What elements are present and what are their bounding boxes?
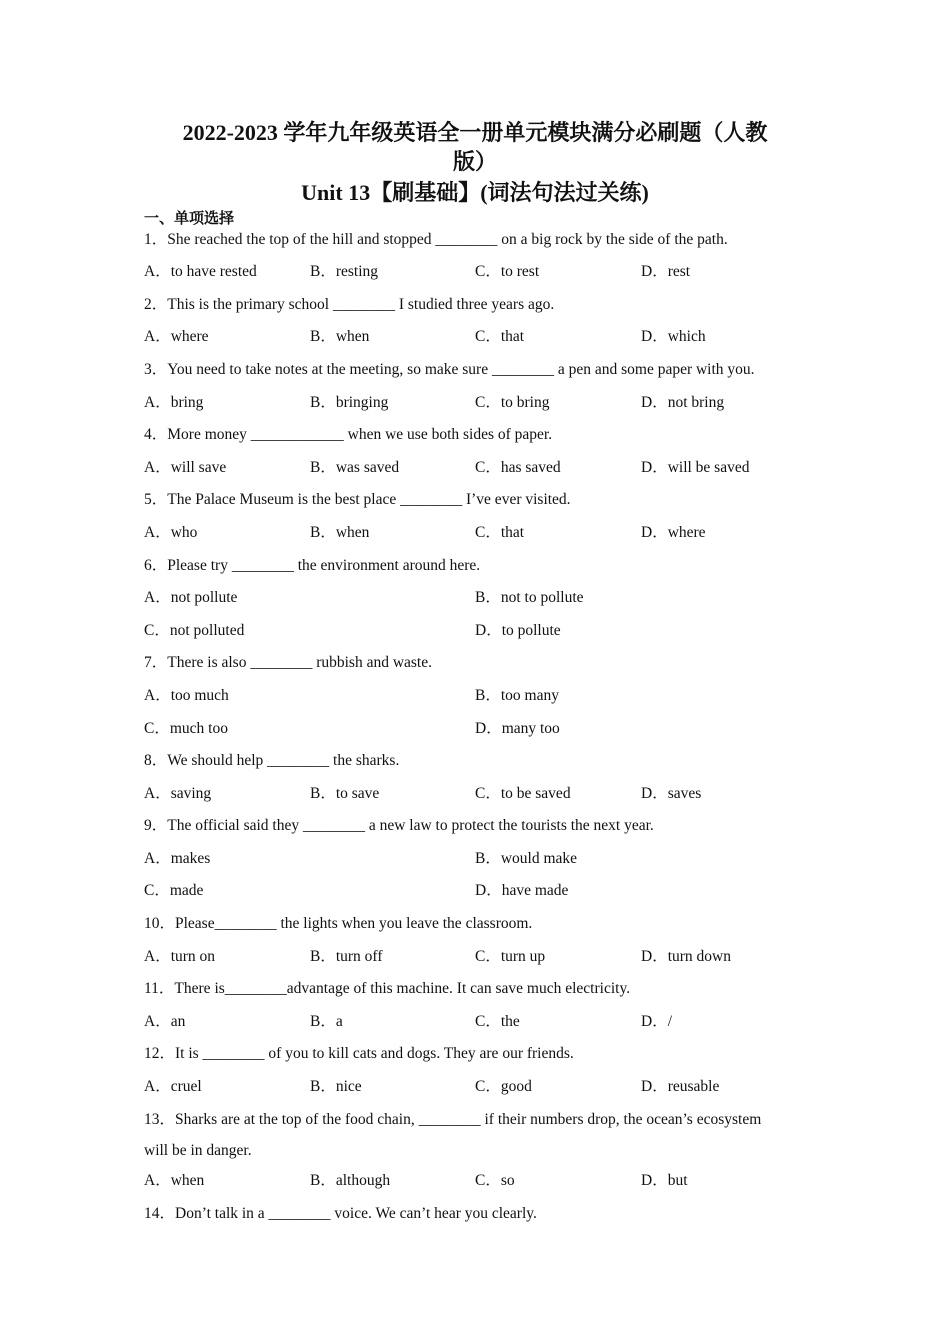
question-1: 1．She reached the top of the hill and stopped ________ on a big rock by the side of the path. — [144, 231, 728, 248]
section-heading: 一、单项选择 — [144, 211, 235, 227]
options-8 — [144, 784, 814, 804]
option-b: B．when — [310, 524, 370, 541]
option-a: A．makes — [144, 850, 211, 867]
option-c: C．made — [144, 882, 204, 899]
options-12 — [144, 1077, 814, 1097]
option-c: C．good — [475, 1078, 532, 1095]
option-b: B．bringing — [310, 394, 389, 411]
question-12: 12．It is ________ of you to kill cats and dogs. They are our friends. — [144, 1045, 574, 1062]
options-7-row-1 — [144, 686, 814, 706]
option-d: D．will be saved — [641, 459, 750, 476]
option-a: A．bring — [144, 394, 204, 411]
question-3: 3．You need to take notes at the meeting, so make sure ________ a pen and some paper with you. — [144, 361, 755, 378]
question-10: 10．Please________ the lights when you leave the classroom. — [144, 915, 533, 932]
options-9-row-2 — [144, 881, 814, 901]
option-c: C．to be saved — [475, 785, 571, 802]
option-b: B．a — [310, 1013, 343, 1030]
question-13: 13．Sharks are at the top of the food chain, ________ if their numbers drop, the ocean’s ecosystem — [144, 1111, 762, 1128]
option-d: D．saves — [641, 785, 702, 802]
option-a: A．who — [144, 524, 198, 541]
option-d: D．many too — [475, 720, 560, 737]
option-d: D．/ — [641, 1013, 673, 1030]
question-9: 9．The official said they ________ a new law to protect the tourists the next year. — [144, 817, 654, 834]
options-1 — [144, 262, 814, 282]
option-a: A．an — [144, 1013, 186, 1030]
option-d: D．to pollute — [475, 622, 561, 639]
options-6-row-1 — [144, 588, 814, 608]
options-3 — [144, 393, 814, 413]
options-9-row-1 — [144, 849, 814, 869]
option-c: C．not polluted — [144, 622, 245, 639]
question-6: 6．Please try ________ the environment around here. — [144, 557, 481, 574]
option-d: D．not bring — [641, 394, 725, 411]
options-5 — [144, 523, 814, 543]
option-c: C．so — [475, 1172, 515, 1189]
question-4: 4．More money ____________ when we use both sides of paper. — [144, 426, 553, 443]
option-d: D．but — [641, 1172, 688, 1189]
option-c: C．much too — [144, 720, 228, 737]
option-b: B．was saved — [310, 459, 400, 476]
option-a: A．saving — [144, 785, 212, 802]
options-13 — [144, 1171, 814, 1191]
option-d: D．rest — [641, 263, 691, 280]
question-11: 11．There is________advantage of this machine. It can save much electricity. — [144, 980, 631, 997]
option-d: D．have made — [475, 882, 569, 899]
option-c: C．that — [475, 524, 525, 541]
options-2 — [144, 327, 814, 347]
option-d: D．which — [641, 328, 706, 345]
option-d: D．where — [641, 524, 706, 541]
option-a: A．cruel — [144, 1078, 202, 1095]
options-7-row-2 — [144, 719, 814, 739]
subtitle: Unit 13【刷基础】(词法句法过关练) — [301, 180, 649, 205]
question-5: 5．The Palace Museum is the best place ________ I’ve ever visited. — [144, 491, 571, 508]
option-c: C．that — [475, 328, 525, 345]
option-a: A．will save — [144, 459, 227, 476]
option-a: A．when — [144, 1172, 205, 1189]
option-b: B．would make — [475, 850, 578, 867]
question-8: 8．We should help ________ the sharks. — [144, 752, 400, 769]
option-c: C．to bring — [475, 394, 550, 411]
title-line-2: 版） — [452, 149, 497, 174]
question-2: 2．This is the primary school ________ I studied three years ago. — [144, 296, 555, 313]
option-c: C．has saved — [475, 459, 561, 476]
title-line-1: 2022-2023 学年九年级英语全一册单元模块满分必刷题（人教 — [182, 120, 768, 145]
options-4 — [144, 458, 814, 478]
question-13-continued: will be in danger. — [144, 1142, 252, 1159]
option-b: B．when — [310, 328, 370, 345]
option-c: C．the — [475, 1013, 520, 1030]
question-7: 7．There is also ________ rubbish and waste. — [144, 654, 432, 671]
option-a: A．too much — [144, 687, 229, 704]
option-a: A．turn on — [144, 948, 216, 965]
option-c: C．to rest — [475, 263, 540, 280]
option-b: B．nice — [310, 1078, 362, 1095]
option-b: B．turn off — [310, 948, 383, 965]
question-14: 14．Don’t talk in a ________ voice. We can’t hear you clearly. — [144, 1205, 537, 1222]
option-d: D．reusable — [641, 1078, 720, 1095]
option-b: B．not to pollute — [475, 589, 584, 606]
option-b: B．too many — [475, 687, 559, 704]
option-d: D．turn down — [641, 948, 731, 965]
option-b: B．resting — [310, 263, 379, 280]
option-b: B．although — [310, 1172, 391, 1189]
option-a: A．where — [144, 328, 209, 345]
option-a: A．not pollute — [144, 589, 238, 606]
option-b: B．to save — [310, 785, 380, 802]
option-c: C．turn up — [475, 948, 546, 965]
options-11 — [144, 1012, 814, 1032]
option-a: A．to have rested — [144, 263, 257, 280]
options-6-row-2 — [144, 621, 814, 641]
options-10 — [144, 947, 814, 967]
